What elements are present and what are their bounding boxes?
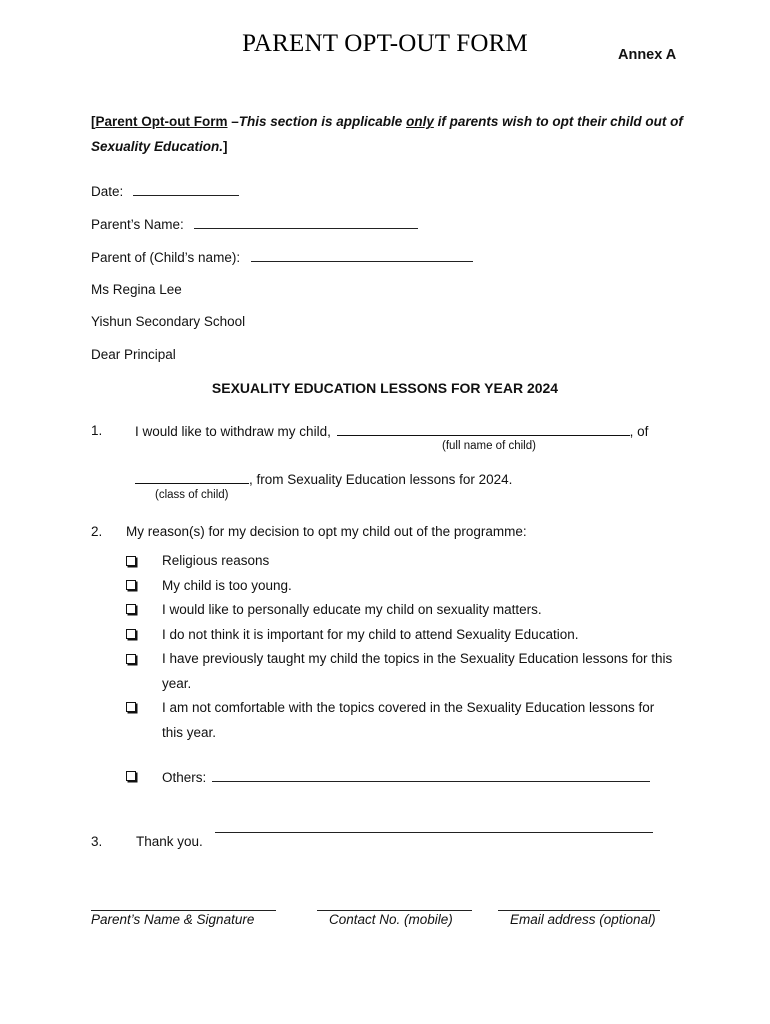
class-suffix: , from Sexuality Education lessons for 2024. [249,472,513,487]
intro-note [91,109,691,159]
intro-open-bracket: [ [91,114,96,129]
school-name: Yishun Secondary School [91,314,246,329]
recipient-name: Ms Regina Lee [91,282,182,297]
reason-label-previously-taught: I have previously taught my child the topics in the Sexuality Education lessons for this [162,651,673,666]
child-full-name-blank[interactable] [337,423,630,436]
parent-signature-line[interactable] [91,910,276,911]
reason-checkbox-others[interactable] [126,771,136,781]
intro-form-name: Parent Opt-out Form [95,114,228,129]
intro-only: only [406,114,434,129]
child-name-label: Parent of (Child’s name): [91,250,241,265]
others-line [162,769,650,785]
contact-label: Contact No. (mobile) [329,912,453,927]
section2-text: My reason(s) for my decision to opt my child out of the programme: [126,524,527,539]
intro-text-b: if parents wish to opt their child out of Sexuality Education. [91,114,683,154]
reason-label-not-comfortable: I am not comfortable with the topics covered in the Sexuality Education lessons for [162,700,655,715]
section2-number: 2. [91,524,103,539]
date-label: Date: [91,184,124,199]
reason-checkbox-personally-educate[interactable] [126,604,136,614]
reason-label-others: Others: [162,770,207,785]
annex-label: Annex A [618,47,677,63]
email-label: Email address (optional) [510,912,656,927]
parent-name-blank[interactable] [194,216,418,229]
contact-line[interactable] [317,910,472,911]
reason-label-previously-taught-cont: year. [162,676,192,691]
parent-name-label: Parent’s Name: [91,217,184,232]
reason-label-not-comfortable-cont: this year. [162,725,217,740]
reason-checkbox-not-comfortable[interactable] [126,702,136,712]
class-line [135,471,512,487]
section1-suffix: , of [629,424,649,439]
reason-checkbox-not-important[interactable] [126,629,136,639]
reason-label-too-young: My child is too young. [162,578,292,593]
email-line[interactable] [498,910,660,911]
others-second-line[interactable] [215,832,653,833]
section1-text: I would like to withdraw my child, [135,424,331,439]
reason-label-not-important: I do not think it is important for my child to attend Sexuality Education. [162,627,579,642]
class-hint: (class of child) [155,489,229,501]
reason-checkbox-too-young[interactable] [126,580,136,590]
section1-line [135,423,648,439]
date-field [91,183,239,199]
date-blank[interactable] [133,183,239,196]
reason-label-religious: Religious reasons [162,553,270,568]
section3-number: 3. [91,834,103,849]
full-name-hint: (full name of child) [442,440,536,452]
intro-dash: – [227,114,239,129]
parent-signature-label: Parent’s Name & Signature [91,912,255,927]
section-heading: SEXUALITY EDUCATION LESSONS FOR YEAR 2024 [211,380,559,396]
reason-checkbox-religious[interactable] [126,556,136,566]
child-name-field [91,249,473,265]
reason-checkbox-previously-taught[interactable] [126,654,136,664]
intro-text-a: This section is applicable [238,114,407,129]
salutation: Dear Principal [91,347,176,362]
reason-label-personally-educate: I would like to personally educate my child on sexuality matters. [162,602,542,617]
intro-close-bracket: ] [223,139,228,154]
class-blank[interactable] [135,471,249,484]
section1-number: 1. [91,423,103,438]
others-blank[interactable] [212,769,650,782]
child-name-blank[interactable] [251,249,473,262]
parent-name-field [91,216,418,232]
form-title: PARENT OPT-OUT FORM [242,30,528,57]
section3-text: Thank you. [136,834,203,849]
